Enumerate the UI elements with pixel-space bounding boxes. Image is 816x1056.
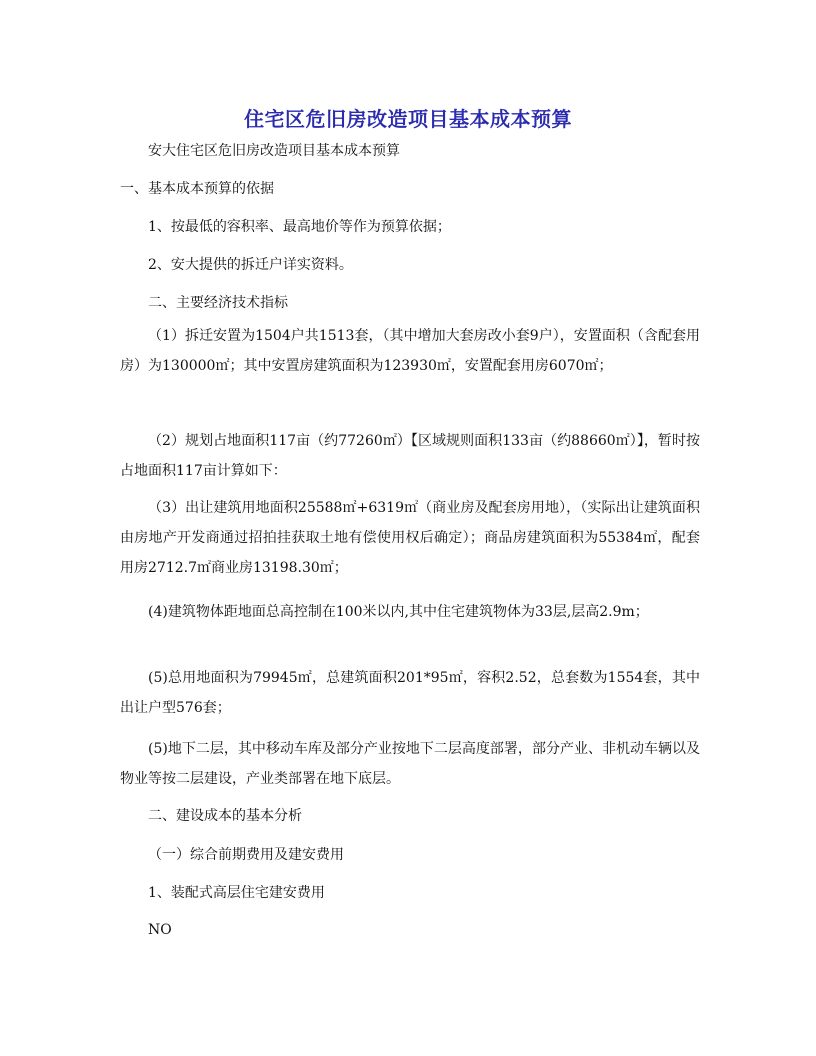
- indicator-paragraph-4: (4)建筑物体距地面总高控制在100米以内,其中住宅建筑物体为33层,层高2.9m；: [148, 604, 649, 620]
- subsection-heading-1: （一）综合前期费用及建安费用: [148, 847, 344, 863]
- indicator-paragraph-6: (5)地下二层，其中移动车库及部分产业按地下二层高度部署，部分产业、非机动车辆以及物业等按二层建设，产业类部署在地下底层。: [120, 741, 700, 787]
- cost-item-1: 1、装配式高层住宅建安费用: [148, 885, 325, 901]
- document-title: 住宅区危旧房改造项目基本成本预算: [244, 107, 572, 131]
- basis-item-2: 2、安大提供的拆迁户详实资料。: [148, 257, 353, 273]
- indicator-paragraph-2: （2）规划占地面积117亩（约77260㎡）【区域规则面积133亩（约88660㎡）】，暂时按占地面积117亩计算如下：: [120, 433, 700, 479]
- section-heading-indicators: 二、主要经济技术指标: [148, 295, 288, 311]
- subtitle-line: 安大住宅区危旧房改造项目基本成本预算: [148, 143, 400, 159]
- section-heading-basis: 一、基本成本预算的依据: [120, 181, 274, 197]
- indicator-paragraph-3: （3）出让建筑用地面积25588㎡+6319㎡（商业房及配套房用地），（实际出让建筑面积由房地产开发商通过招拍挂获取土地有偿使用权后确定）；商品房建筑面积为55384㎡，配套用房2712.7㎡商业房13198.30㎡；: [120, 500, 700, 576]
- section-heading-cost-analysis: 二、建设成本的基本分析: [148, 808, 302, 824]
- basis-item-1: 1、按最低的容积率、最高地价等作为预算依据；: [148, 219, 451, 235]
- indicator-paragraph-1: （1）拆迁安置为1504户共1513套，（其中增加大套房改小套9户），安置面积（含配套用房）为130000㎡；其中安置房建筑面积为123930㎡，安置配套用房6070㎡；: [120, 328, 700, 374]
- table-header-no: NO: [148, 922, 172, 938]
- indicator-paragraph-5: (5)总用地面积为79945㎡，总建筑面积201*95㎡，容积2.52，总套数为1554套，其中出让户型576套；: [120, 670, 700, 716]
